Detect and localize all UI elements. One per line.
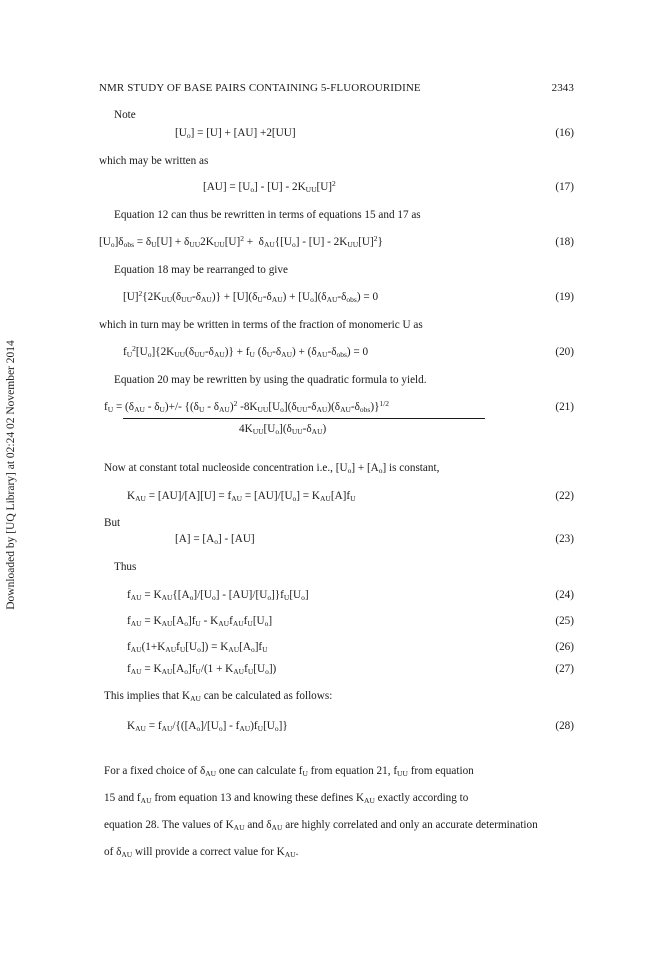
running-title: NMR STUDY OF BASE PAIRS CONTAINING 5-FLUOROURIDINE	[99, 82, 421, 94]
text-line: Equation 12 can thus be rewritten in terms of equations 15 and 17 as	[114, 209, 421, 221]
equation-22: $K_{AU} = [AU]/[A][U] = f_{AU} = [AU]/[U_o] = K_{AU}[A]f_U$	[127, 490, 356, 503]
equation-number: (27)	[555, 663, 574, 675]
equation-number: (16)	[555, 127, 574, 139]
note-label: Note	[114, 109, 136, 121]
equation-18: $[U_o]\delta_{obs} = \delta_U[U] + \delta_{UU}2K_{UU}[U]^2 + \delta_{AU}\{[U_o] - [U] - 2K_{UU}[U]^2\}$	[99, 234, 383, 249]
equation-number: (18)	[555, 236, 574, 248]
equation-number: (25)	[555, 615, 574, 627]
equation-26: $f_{AU}(1+K_{AU}f_U[U_o]) = K_{AU}[A_o]f_U$	[127, 641, 268, 654]
text-line: Equation 20 may be rewritten by using the quadratic formula to yield.	[114, 374, 427, 386]
download-note: Downloaded by [UQ Library] at 02:24 02 November 2014	[5, 340, 17, 610]
text-line: Equation 18 may be rearranged to give	[114, 264, 288, 276]
equation-21-denominator: $4K_{UU}[U_o](\delta_{UU}-\delta_{AU})$	[239, 423, 327, 436]
equation-number: (28)	[555, 720, 574, 732]
equation-28: $K_{AU} = f_{AU}/\{([A_o]/[U_o] - f_{AU})f_U[U_o]\}$	[127, 720, 288, 733]
paragraph-line: equation 28. The values of $K_{AU}$ and $\delta_{AU}$ are highly correlated and only an accurate determination	[104, 819, 538, 832]
fraction-bar	[123, 418, 485, 419]
equation-number: (23)	[555, 533, 574, 545]
equation-number: (19)	[555, 291, 574, 303]
equation-21-numerator: $f_U = (\delta_{AU} - \delta_U)+/-$ {$(\delta_U - \delta_{AU})^2$ $-8K_{UU}[U_o](\delta_{UU}-\delta_{AU})(\delta_{AU}-\delta_{obs})\}^{1/2}$	[104, 399, 390, 414]
text-line: But	[104, 517, 121, 529]
equation-16: $[U_o] = [U] + [AU] +2[UU]$	[175, 127, 296, 140]
equation-23: $[A] = [A_o] - [AU]$	[175, 533, 255, 546]
paragraph-line: of $\delta_{AU}$ will provide a correct value for $K_{AU}$.	[104, 846, 299, 859]
equation-25: $f_{AU} = K_{AU}[A_o]f_U - K_{AU}f_{AU}f_U[U_o]$	[127, 615, 273, 628]
page-number: 2343	[551, 82, 574, 94]
equation-19: $[U]^2\{2K_{UU}(\delta_{UU}-\delta_{AU})\} + [U](\delta_U-\delta_{AU}) + [U_o](\delta_{AU}-\delta_{obs}) = 0$	[123, 289, 379, 304]
equation-number: (22)	[555, 490, 574, 502]
paragraph-line: 15 and $f_{AU}$ from equation 13 and knowing these defines $K_{AU}$ exactly according to	[104, 792, 469, 805]
paragraph-line: For a fixed choice of $\delta_{AU}$ one can calculate $f_U$ from equation 21, $f_{UU}$ from equation	[104, 765, 474, 778]
equation-number: (24)	[555, 589, 574, 601]
equation-17: $[AU] = [U_o] - [U] - 2K_{UU}[U]^2$	[203, 179, 336, 194]
equation-number: (21)	[555, 401, 574, 413]
text-line: which in turn may be written in terms of the fraction of monomeric U as	[99, 319, 423, 331]
text-line: This implies that $K_{AU}$ can be calculated as follows:	[104, 690, 333, 703]
equation-number: (17)	[555, 181, 574, 193]
equation-number: (26)	[555, 641, 574, 653]
equation-24: $f_{AU} = K_{AU}\{[A_o]/[U_o] - [AU]/[U_o]\}f_U[U_o]$	[127, 589, 309, 602]
text-line: which may be written as	[99, 155, 209, 167]
equation-20: $f_U^2[U_o]\{2K_{UU}(\delta_{UU}-\delta_{AU})\} + f_U$ $(\delta_U-\delta_{AU}) + (\delta_{AU}-\delta_{obs}) = 0$	[123, 344, 369, 359]
text-line: Now at constant total nucleoside concentration i.e., $[U_o] + [A_o]$ is constant,	[104, 462, 440, 475]
equation-27: $f_{AU} = K_{AU}[A_o]f_U/(1 + K_{AU}f_U[U_o])$	[127, 663, 277, 676]
equation-number: (20)	[555, 346, 574, 358]
text-line: Thus	[114, 561, 137, 573]
